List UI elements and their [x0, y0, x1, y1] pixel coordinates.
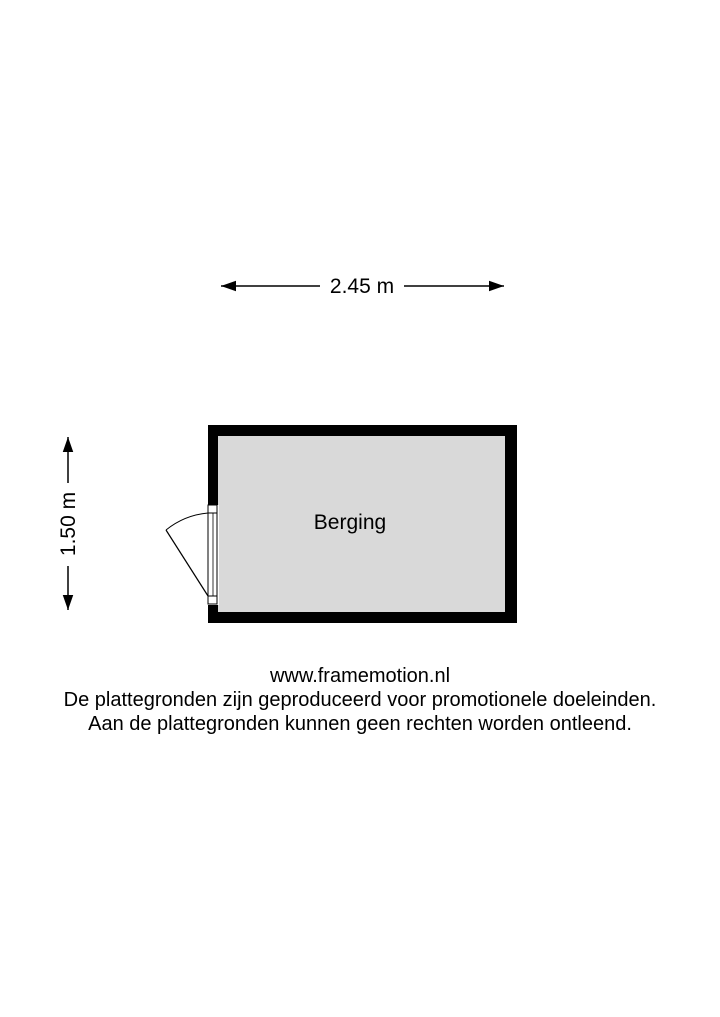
width-dimension	[221, 275, 504, 298]
width-dimension-label: 2.45 m	[329, 275, 395, 298]
disclaimer-line-2: Aan de plattegronden kunnen geen rechten worden ontleend.	[88, 713, 632, 735]
door-jamb-top	[208, 505, 217, 513]
disclaimer-line-1: De plattegronden zijn geproduceerd voor promotionele doeleinden.	[63, 689, 657, 711]
website-text: www.framemotion.nl	[269, 665, 451, 687]
door-leaf	[166, 530, 208, 596]
door-jamb-bottom	[208, 596, 217, 604]
room-label: Berging	[313, 511, 387, 534]
footer	[0, 664, 720, 736]
door-swing-arc	[166, 513, 208, 530]
room-berging	[208, 425, 517, 623]
door	[166, 505, 219, 605]
height-dimension-label: 1.50 m	[57, 491, 80, 557]
height-dimension	[57, 437, 80, 610]
